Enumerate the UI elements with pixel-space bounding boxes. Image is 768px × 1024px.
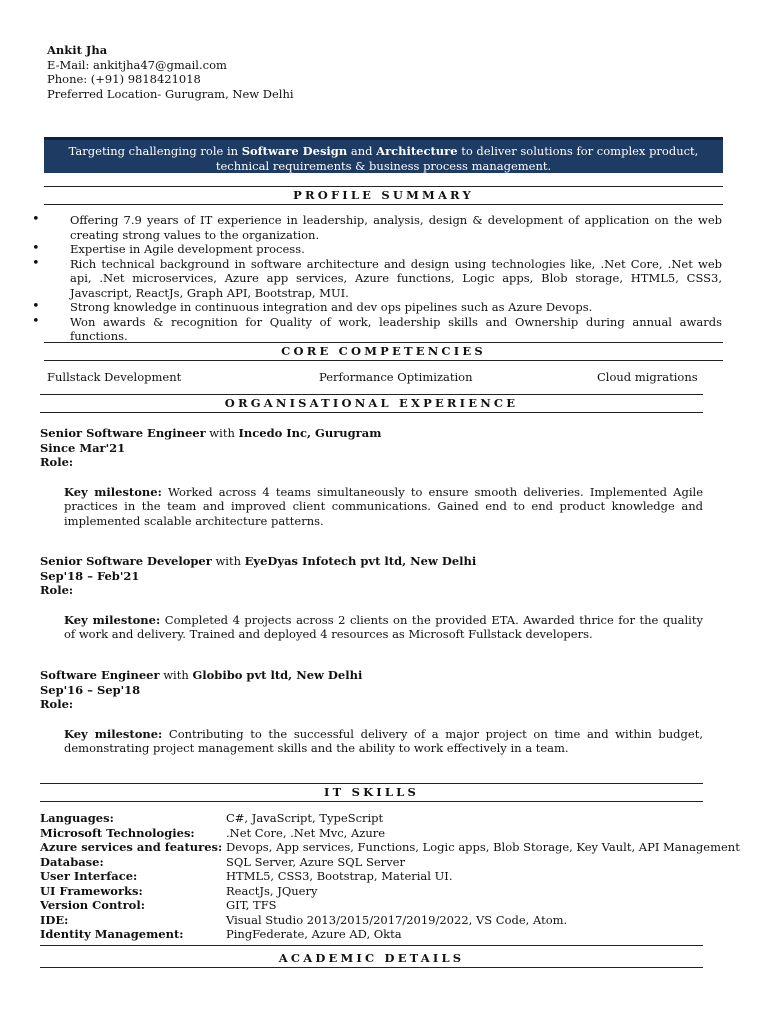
skill-value: ReactJs, JQuery [226, 883, 318, 898]
job-company: EyeDyas Infotech pvt ltd, New Delhi [244, 554, 477, 568]
contact-email: E-Mail: ankitjha47@gmail.com [47, 57, 227, 72]
milestone-label: Key milestone: [64, 726, 163, 741]
skill-label: Database: [40, 854, 104, 869]
job-position: Senior Software Engineer [40, 426, 206, 440]
preferred-location: Preferred Location- Gurugram, New Delhi [47, 86, 294, 101]
skill-value: GIT, TFS [226, 898, 277, 912]
banner-bold-2: Architecture [376, 144, 458, 158]
competencies-rule-top [44, 342, 723, 343]
organisational-experience-heading: ORGANISATIONAL EXPERIENCE [224, 396, 519, 410]
skill-label: Azure services and features: [40, 840, 223, 854]
academic-details-heading: ACADEMIC DETAILS [278, 951, 465, 965]
experience-rule-bottom [40, 412, 703, 413]
skill-value: HTML5, CSS3, Bootstrap, Material UI. [226, 869, 453, 883]
job-role: Role: [40, 455, 74, 469]
skill-label: Identity Management: [40, 927, 184, 941]
skill-value: Devops, App services, Functions, Logic apps, Blob Storage, Key Vault, API Management [226, 840, 740, 854]
banner-text-3: to deliver solutions for complex product, technical requirements & business process management. [215, 144, 699, 173]
job-milestone [64, 613, 703, 642]
competency-item: Cloud migrations [597, 370, 698, 384]
skill-label: Languages: [40, 811, 114, 825]
milestone-text: Completed 4 projects across 2 clients on the provided ETA. Awarded thrice for the quality of work and delivery. Trained and deployed 4 resources as Microsoft Fullstack developers. [64, 612, 703, 641]
table-row [40, 840, 740, 855]
academic-rule-bottom [40, 967, 703, 968]
list-item: • Expertise in Agile development process. [32, 242, 722, 257]
core-competencies-heading: CORE COMPETENCIES [281, 344, 486, 358]
banner-text-2: and [347, 144, 377, 158]
table-row [40, 884, 740, 899]
job-role: Role: [40, 697, 74, 711]
profile-summary-heading: PROFILE SUMMARY [293, 188, 474, 202]
contact-block [47, 43, 294, 101]
table-row [40, 811, 740, 826]
skill-label: User Interface: [40, 869, 138, 883]
job-title [40, 668, 703, 683]
milestone-text: Contributing to the successful delivery of a major project on time and within budget, demonstrating project management skills and the ability to work effectively in a team. [64, 726, 703, 755]
table-row [40, 927, 740, 942]
skill-value: Visual Studio 2013/2015/2017/2019/2022, VS Code, Atom. [226, 912, 568, 927]
experience-entry [40, 426, 703, 528]
job-title [40, 554, 703, 569]
table-row [40, 913, 740, 928]
skill-value: C#, JavaScript, TypeScript [226, 811, 384, 825]
job-milestone [64, 485, 703, 529]
table-row [40, 898, 740, 913]
profile-summary-list [32, 213, 722, 344]
job-with: with [205, 426, 239, 440]
list-item: • Strong knowledge in continuous integration and dev ops pipelines such as Azure Devops. [32, 300, 722, 315]
skill-label: UI Frameworks: [40, 883, 143, 898]
table-row [40, 855, 740, 870]
milestone-label: Key milestone: [64, 612, 161, 627]
skill-value: .Net Core, .Net Mvc, Azure [226, 825, 386, 840]
skill-value: SQL Server, Azure SQL Server [226, 854, 405, 869]
experience-entry [40, 668, 703, 756]
milestone-label: Key milestone: [64, 484, 162, 499]
job-role: Role: [40, 583, 74, 597]
job-dates: Since Mar'21 [40, 440, 126, 455]
list-item: • Won awards & recognition for Quality of work, leadership skills and Ownership during annual awards functions. [32, 315, 722, 344]
objective-banner [44, 137, 723, 173]
job-dates: Sep'16 – Sep'18 [40, 682, 141, 697]
competencies-rule-bottom [44, 360, 723, 361]
skills-rule-bottom [40, 801, 703, 802]
banner-bold-1: Software Design [241, 144, 348, 158]
job-dates: Sep'18 – Feb'21 [40, 568, 140, 583]
table-row [40, 826, 740, 841]
it-skills-heading: IT SKILLS [324, 785, 419, 799]
job-with: with [211, 554, 245, 568]
experience-entry [40, 554, 703, 642]
profile-rule-top [44, 186, 723, 187]
skill-label: Version Control: [40, 898, 145, 912]
profile-rule-bottom [44, 204, 723, 205]
list-item: • Rich technical background in software architecture and design using technologies like, .Net Core, .Net web api, .Net microservices, Azure app services, Azure functions, Logic apps, Blob storage, HTML5, CSS3, Javascript, ReactJs, Graph API, Bootstrap, MUI. [32, 257, 722, 301]
banner-text-1: Targeting challenging role in [68, 144, 242, 158]
job-company: Globibo pvt ltd, New Delhi [192, 668, 363, 682]
job-position: Software Engineer [40, 668, 160, 682]
skills-rule-top [40, 783, 703, 784]
job-company: Incedo Inc, Gurugram [238, 426, 382, 440]
candidate-name: Ankit Jha [47, 43, 108, 57]
skill-label: Microsoft Technologies: [40, 825, 195, 840]
job-milestone [64, 727, 703, 756]
experience-rule-top [40, 394, 703, 395]
table-row [40, 869, 740, 884]
job-title [40, 426, 703, 441]
it-skills-table [40, 811, 740, 942]
contact-phone: Phone: (+91) 9818421018 [47, 72, 201, 86]
job-position: Senior Software Developer [40, 554, 212, 568]
list-item: • Offering 7.9 years of IT experience in leadership, analysis, design & development of application on the web creating strong values to the organization. [32, 213, 722, 242]
competency-item: Fullstack Development [47, 370, 182, 384]
skill-label: IDE: [40, 912, 69, 927]
academic-rule-top [40, 945, 703, 946]
competency-item: Performance Optimization [319, 370, 473, 384]
skill-value: PingFederate, Azure AD, Okta [226, 927, 402, 941]
milestone-text: Worked across 4 teams simultaneously to ensure smooth deliveries. Implemented Agile practices in the team and improved client communications. Gained end to end product knowledge and implemented scalable architecture patterns. [64, 484, 703, 528]
job-with: with [159, 668, 193, 682]
